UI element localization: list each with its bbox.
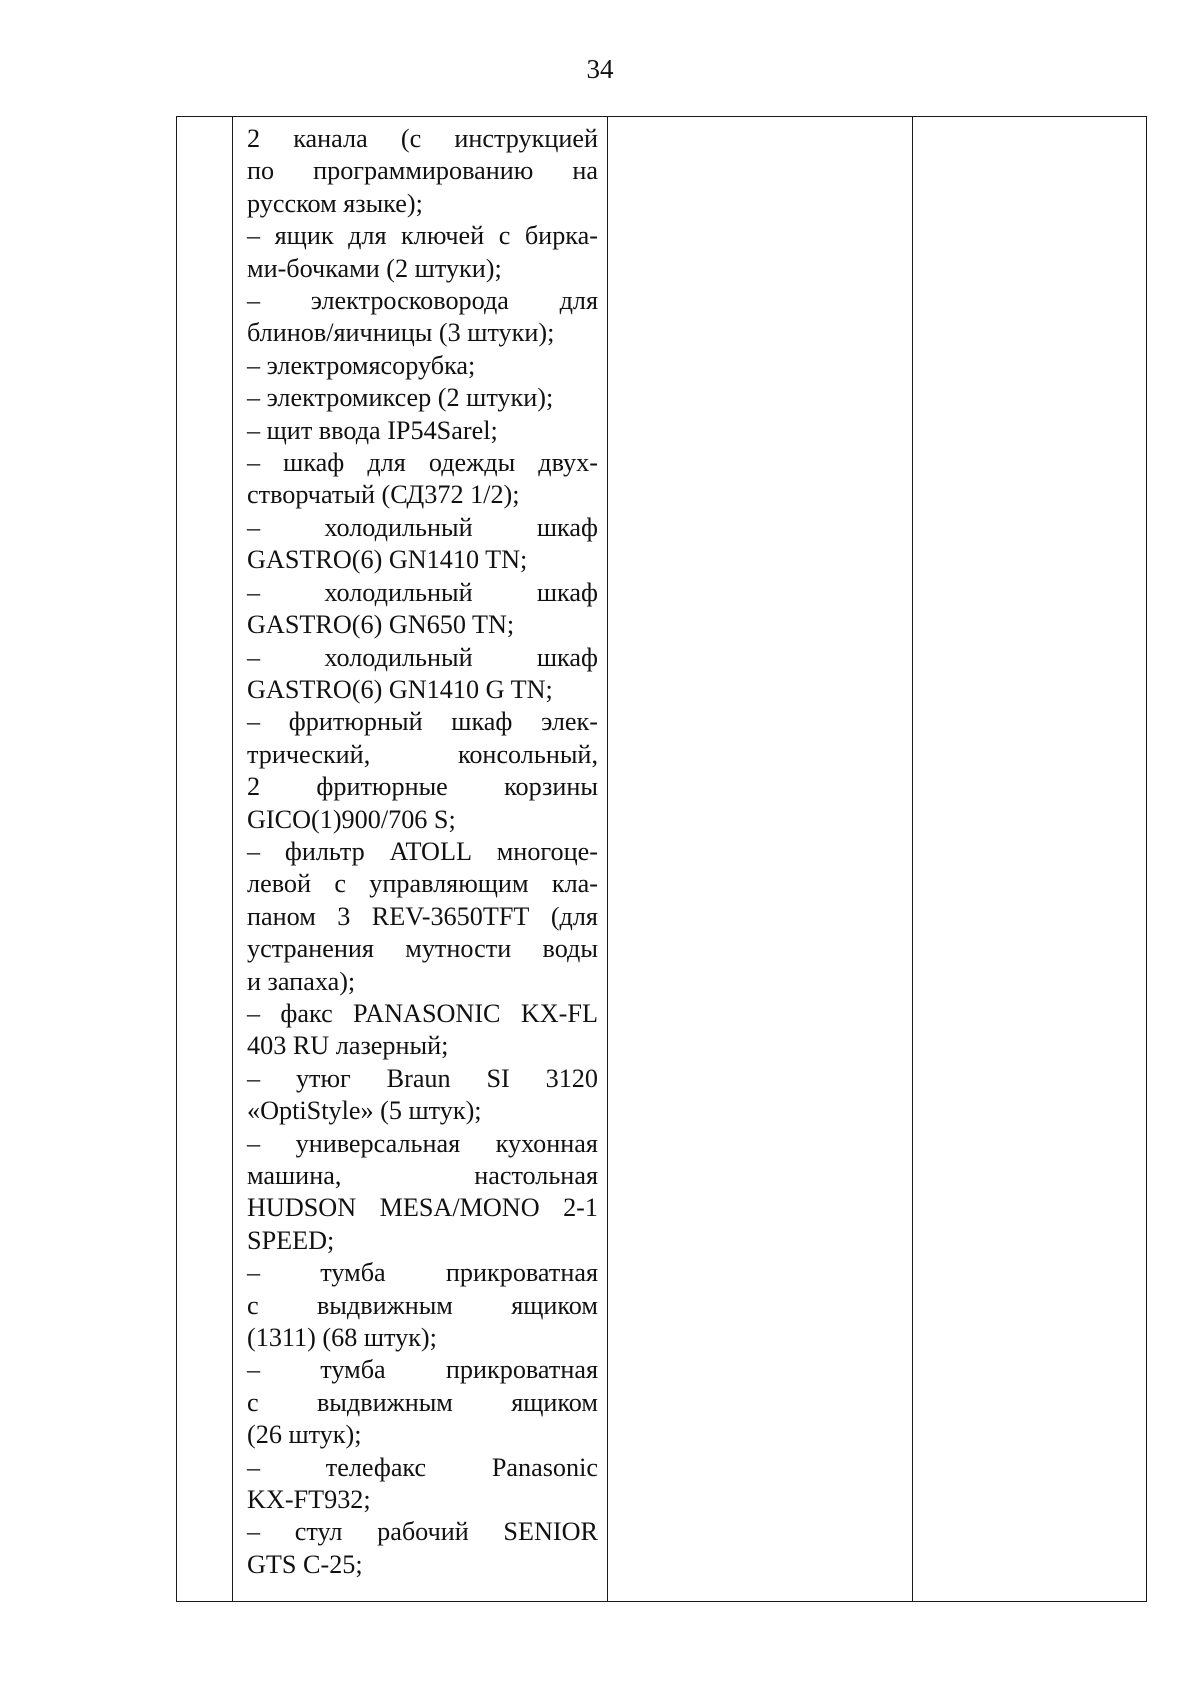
equipment-list-line: GASTRO(6) GN1410 TN; — [247, 545, 528, 575]
equipment-list-line: ми-бочками (2 штуки); — [247, 253, 502, 283]
equipment-list-line: – тумба прикроватная — [247, 1355, 598, 1385]
equipment-list-line: – электросковорода для — [247, 286, 598, 316]
equipment-list-line: – утюг Braun SI 3120 — [247, 1063, 598, 1093]
equipment-list-line: с выдвижным ящиком — [247, 1290, 598, 1320]
equipment-list-line: – телефакс Panasonic — [247, 1452, 598, 1482]
equipment-list-line: – фритюрный шкаф элек- — [247, 707, 598, 737]
equipment-list-line: 403 RU лазерный; — [247, 1031, 449, 1061]
equipment-table — [176, 116, 1147, 1602]
table-cell-column-4 — [913, 117, 1147, 1602]
equipment-list-line: – ящик для ключей с бирка- — [247, 221, 598, 251]
equipment-list-line: – щит ввода IP54Sarel; — [247, 415, 498, 445]
equipment-list-line: KX-FT932; — [247, 1485, 371, 1515]
equipment-list-line: по программированию на — [247, 156, 598, 186]
table-cell-column-3 — [608, 117, 913, 1602]
equipment-list-line: GASTRO(6) GN1410 G TN; — [247, 674, 553, 704]
equipment-list-line: – стул рабочий SENIOR — [247, 1517, 598, 1547]
equipment-list-text — [233, 117, 607, 1581]
equipment-list-line: машина, настольная — [247, 1161, 598, 1190]
equipment-list-line: – электромиксер (2 штуки); — [247, 383, 554, 413]
equipment-list-line: с выдвижным ящиком — [247, 1387, 598, 1417]
equipment-list-line: трический, консольный, — [247, 739, 598, 769]
equipment-list-line: – холодильный шкаф — [247, 512, 598, 542]
equipment-list-line: паном 3 REV-3650TFT (для — [247, 901, 598, 931]
equipment-list-line: левой с управляющим кла- — [247, 869, 598, 899]
table-cell-number — [177, 117, 233, 1602]
equipment-list-line: SPEED; — [247, 1225, 335, 1255]
equipment-list-line: GASTRO(6) GN650 TN; — [247, 610, 515, 640]
equipment-list-line: блинов/яичницы (3 штуки); — [247, 318, 555, 348]
equipment-list-line: «OptiStyle» (5 штук); — [247, 1096, 482, 1126]
equipment-list-line: 2 канала (с инструкцией — [247, 124, 598, 153]
table-row — [177, 117, 1147, 1602]
equipment-list-line: – холодильный шкаф — [247, 577, 598, 607]
equipment-list-line: и запаха); — [247, 966, 356, 996]
equipment-list-line: устранения мутности воды — [247, 934, 598, 964]
equipment-list-line: – факс PANASONIC KX-FL — [247, 998, 598, 1028]
equipment-list-line: – универсальная кухонная — [247, 1128, 598, 1158]
table-cell-equipment-list — [233, 117, 608, 1602]
equipment-list-line: – тумба прикроватная — [247, 1258, 598, 1288]
equipment-list-line: – холодильный шкаф — [247, 642, 598, 672]
equipment-list-line: GICO(1)900/706 S; — [247, 804, 456, 834]
equipment-list-line: HUDSON MESA/MONO 2-1 — [247, 1193, 598, 1223]
equipment-list-line: – шкаф для одежды двух- — [247, 448, 598, 478]
equipment-list-line: 2 фритюрные корзины — [247, 772, 598, 802]
equipment-list-line: русском языке); — [247, 188, 423, 218]
equipment-list-line: – электромясорубка; — [247, 350, 476, 380]
equipment-list-line: – фильтр ATOLL многоце- — [247, 836, 598, 866]
equipment-list-line: створчатый (СД372 1/2); — [247, 480, 520, 510]
equipment-list-line: GTS C-25; — [247, 1549, 363, 1579]
equipment-list-line: (1311) (68 штук); — [247, 1323, 437, 1353]
page-number: 34 — [586, 54, 614, 84]
equipment-list-line: (26 штук); — [247, 1420, 362, 1450]
